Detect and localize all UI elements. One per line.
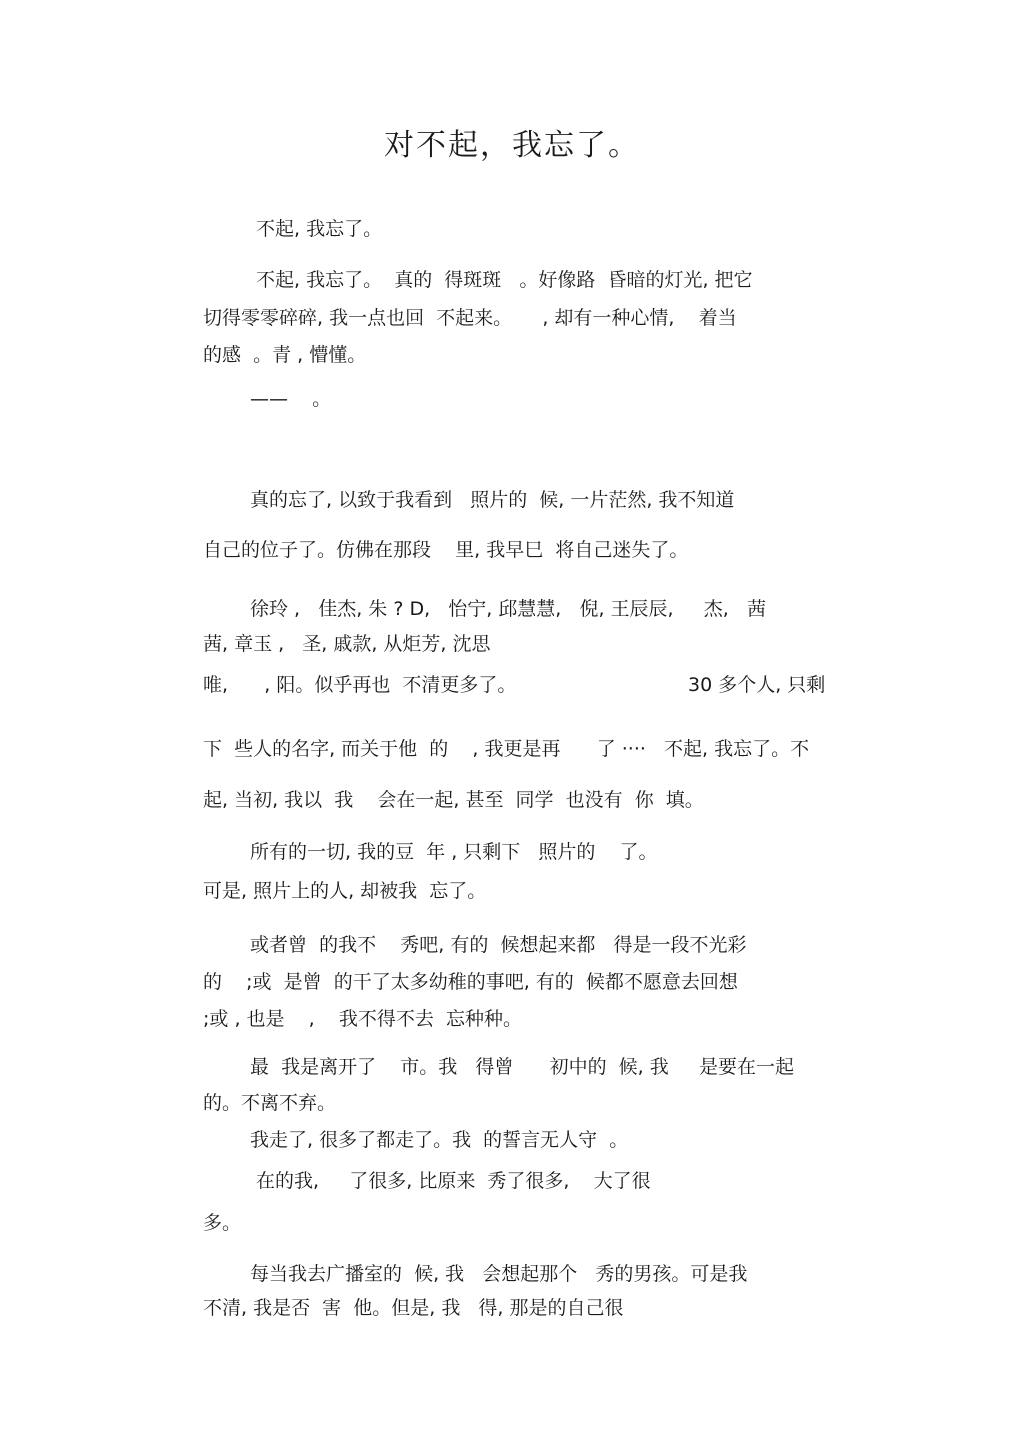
paragraph-line: —— 。 [250, 388, 332, 410]
paragraph-line: 的 ;或 是曾 的干了太多幼稚的事吧, 有的 候都不愿意去回想 [203, 971, 738, 993]
paragraph-line: 或者曾 的我不 秀吧, 有的 候想起来都 得是一段不光彩 [250, 934, 747, 956]
paragraph-line: 不起, 我忘了。 [250, 218, 383, 240]
paragraph-line: 不起, 我忘了。 真的 得斑斑 。好像路 昏暗的灯光, 把它 [250, 269, 753, 291]
paragraph-line: 起, 当初, 我以 我 会在一起, 甚至 同学 也没有 你 填。 [203, 789, 704, 811]
paragraph-line: 最 我是离开了 市。我 得曾 初中的 候, 我 是要在一起 [250, 1056, 794, 1078]
paragraph-line: 徐玲 , 佳杰, 朱 ? D, 怡宁, 邱慧慧, 倪, 王辰辰, 杰, 茜 [250, 598, 766, 620]
paragraph-line: 多。 [203, 1212, 242, 1234]
document-title: 对不起，我忘了。 [384, 128, 640, 163]
paragraph-line: 可是, 照片上的人, 却被我 忘了。 [203, 880, 487, 902]
paragraph-line: 30 多个人, 只剩 [688, 674, 826, 696]
paragraph-line: 自己的位子了。仿佛在那段 里, 我早巳 将自己迷失了。 [203, 539, 689, 561]
paragraph-line: 下 些人的名字, 而关于他 的 , 我更是再 了 ···· 不起, 我忘了。不 [203, 738, 810, 760]
paragraph-line: 的感 。青 , 懵懂。 [203, 344, 367, 366]
paragraph-line: 所有的一切, 我的豆 年 , 只剩下 照片的 了。 [250, 841, 658, 863]
paragraph-line: 的。不离不弃。 [203, 1092, 337, 1114]
paragraph-line: 真的忘了, 以致于我看到 照片的 候, 一片茫然, 我不知道 [250, 489, 735, 511]
paragraph-line: 切得零零碎碎, 我一点也回 不起来。 , 却有一种心情, 着当 [203, 307, 737, 329]
paragraph-line: ;或 , 也是 , 我不得不去 忘种种。 [203, 1008, 522, 1030]
paragraph-line: 茜, 章玉 , 圣, 戚款, 从炬芳, 沈思 [203, 633, 491, 655]
paragraph-line: 在的我, 了很多, 比原来 秀了很多, 大了很 [250, 1170, 651, 1192]
paragraph-line: 唯, , 阳。似乎再也 不清更多了。 [203, 674, 517, 696]
paragraph-line: 不清, 我是否 害 他。但是, 我 得, 那是的自己很 [203, 1297, 624, 1319]
paragraph-line: 我走了, 很多了都走了。我 的誓言无人守 。 [250, 1129, 629, 1151]
paragraph-line: 每当我去广播室的 候, 我 会想起那个 秀的男孩。可是我 [250, 1263, 748, 1285]
